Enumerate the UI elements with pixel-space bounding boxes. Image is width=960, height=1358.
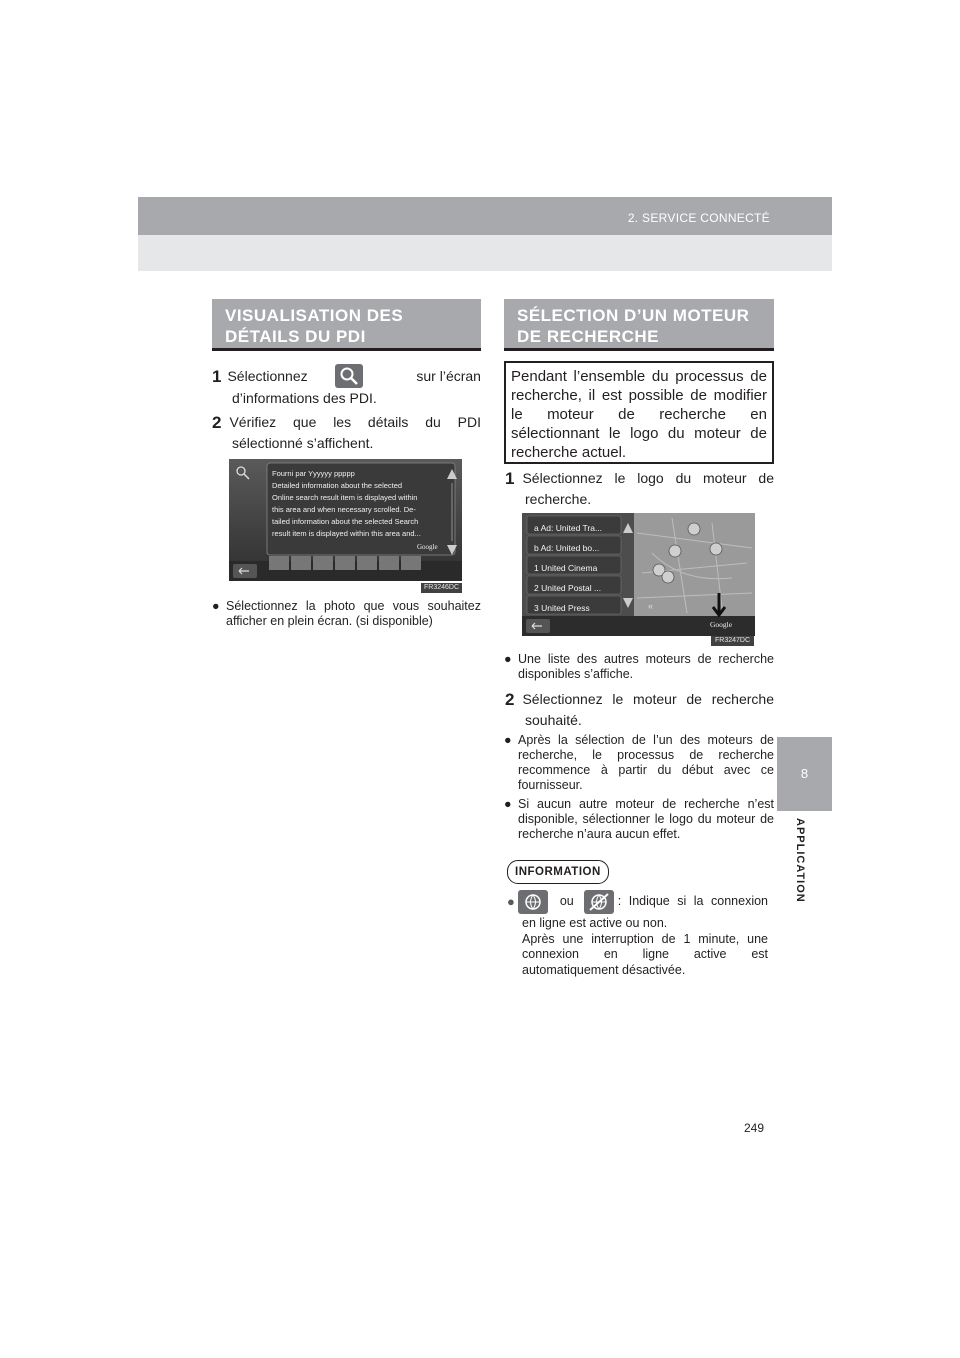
info-text: en ligne est active ou non. Après une interruption de 1 minute, une connexion en ligne active est automatiquement désactivée. bbox=[522, 916, 768, 977]
bullet-icon: ● bbox=[507, 894, 515, 910]
heading-line: DÉTAILS DU PDI bbox=[225, 327, 366, 346]
search-results-list bbox=[534, 518, 622, 618]
online-connected-icon bbox=[518, 890, 548, 914]
poi-info-text bbox=[272, 468, 447, 540]
page-number: 249 bbox=[744, 1121, 765, 1135]
result-item: 3 United Press bbox=[534, 603, 590, 613]
step-number: 1 bbox=[212, 366, 222, 386]
bullet-icon: ● bbox=[504, 733, 512, 747]
search-results-screen bbox=[522, 513, 755, 636]
step-text: Sélectionnez le logo du moteur de bbox=[522, 470, 774, 486]
result-item: b Ad: United bo... bbox=[534, 543, 600, 553]
poi-info-line: Detailed information about the selected bbox=[272, 481, 403, 490]
result-item: 1 United Cinema bbox=[534, 563, 598, 573]
step-text: sélectionné s’affichent. bbox=[232, 435, 374, 451]
step-number: 1 bbox=[505, 469, 515, 488]
step-1 bbox=[212, 364, 481, 409]
online-disconnected-icon bbox=[584, 890, 614, 914]
bullet-item bbox=[504, 652, 774, 682]
search-engine-logo: Google bbox=[710, 620, 733, 629]
section-title: 2. SERVICE CONNECTÉ bbox=[627, 211, 770, 225]
result-item: a Ad: United Tra... bbox=[534, 523, 603, 533]
heading-poi-details bbox=[212, 299, 481, 351]
step-text: souhaité. bbox=[525, 712, 582, 728]
chapter-number: 8 bbox=[800, 766, 809, 781]
information-badge: INFORMATION bbox=[507, 860, 609, 884]
step-number: 2 bbox=[505, 690, 515, 709]
step-2 bbox=[212, 412, 481, 454]
figure-code: FR3246DC bbox=[421, 583, 462, 593]
poi-info-line: this area and when necessary scrolled. De- bbox=[272, 505, 416, 514]
information-note bbox=[507, 888, 768, 978]
info-text: : Indique si la connexion bbox=[617, 894, 768, 909]
bullet-item bbox=[504, 733, 774, 793]
figure-code: FR3247DC bbox=[711, 636, 754, 646]
bullet-icon: ● bbox=[504, 797, 512, 811]
poi-info-line: tailed information about the selected Search bbox=[272, 517, 419, 526]
bullet-text: Si aucun autre moteur de recherche n’est disponible, sélectionner le logo du moteur de recherche n’aura aucun effet. bbox=[518, 797, 774, 841]
header-subband bbox=[138, 235, 832, 271]
heading-line: DE RECHERCHE bbox=[517, 327, 660, 346]
bullet-text: Une liste des autres moteurs de recherche disponibles s’affiche. bbox=[518, 652, 774, 681]
bullet-icon: ● bbox=[212, 599, 220, 613]
bullet-item bbox=[212, 599, 481, 629]
bullet-text: Sélectionnez la photo que vous souhaitez afficher en plein écran. (si disponible) bbox=[226, 599, 481, 628]
info-or-text: ou bbox=[559, 894, 574, 909]
chapter-label: APPLICATION bbox=[794, 818, 806, 903]
step-1 bbox=[505, 468, 774, 510]
step-text: recherche. bbox=[525, 491, 592, 507]
step-text: sur l’écran bbox=[416, 367, 481, 384]
step-2 bbox=[505, 689, 774, 731]
step-text: Vérifiez que les détails du PDI bbox=[229, 414, 481, 430]
bullet-icon: ● bbox=[504, 652, 512, 666]
provider-logo: Google bbox=[417, 543, 438, 551]
heading-search-engine bbox=[504, 299, 774, 351]
poi-info-line: result item is displayed within this area and... bbox=[272, 529, 421, 538]
poi-details-screen bbox=[229, 459, 462, 581]
poi-info-line: Fourni par Yyyyyy ppppp bbox=[272, 469, 355, 478]
step-text: Sélectionnez bbox=[227, 367, 308, 384]
svg-text:«: « bbox=[648, 601, 654, 611]
step-text: Sélectionnez le moteur de recherche bbox=[522, 691, 774, 707]
search-icon bbox=[335, 364, 363, 388]
step-text: d’informations des PDI. bbox=[232, 390, 377, 406]
heading-line: SÉLECTION D’UN MOTEUR bbox=[517, 306, 750, 325]
bullet-text: Après la sélection de l’un des moteurs de recherche, le processus de recherche recommence à partir du début avec ce fournisseur. bbox=[518, 733, 774, 792]
step-number: 2 bbox=[212, 413, 222, 432]
bullet-item bbox=[504, 797, 774, 842]
intro-box: Pendant l’ensemble du processus de recherche, il est possible de modifier le moteur de recherche en sélectionnant le logo du moteur de recherche actuel. bbox=[504, 361, 774, 464]
heading-line: VISUALISATION DES bbox=[225, 306, 404, 325]
poi-info-line: Online search result item is displayed within bbox=[272, 493, 418, 502]
result-item: 2 United Postal ... bbox=[534, 583, 602, 593]
